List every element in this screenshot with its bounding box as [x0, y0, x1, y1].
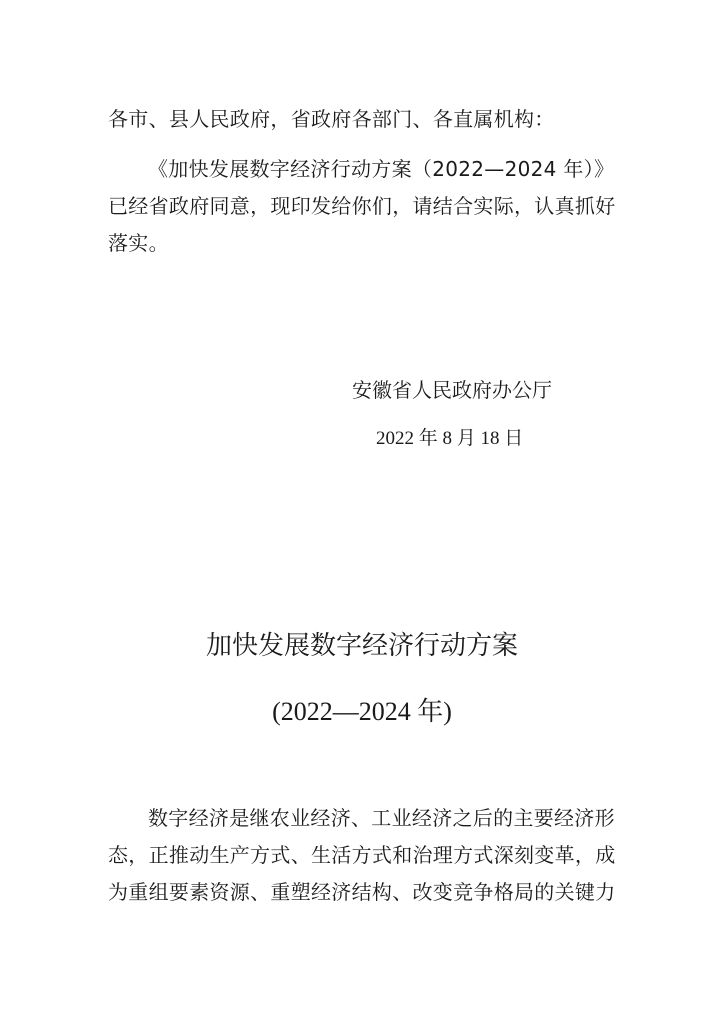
document-title: 加快发展数字经济行动方案	[205, 631, 518, 661]
issue-date: 2022 年 8 月 18 日	[376, 428, 524, 449]
intro-paragraph: 《加快发展数字经济行动方案（2022—2024 年）》已经省政府同意，现印发给你们，请结合实际，认真抓好落实。	[108, 157, 616, 255]
issuing-office: 安徽省人民政府办公厅	[352, 378, 552, 402]
document-subtitle: (2022—2024 年)	[272, 697, 452, 726]
salutation-line: 各市、县人民政府，省政府各部门、各直属机构：	[108, 107, 555, 131]
body-paragraph: 数字经济是继农业经济、工业经济之后的主要经济形态，正推动生产方式、生活方式和治理方式深刻变革，成为重组要素资源、重塑经济结构、改变竞争格局的关键力	[108, 806, 616, 904]
